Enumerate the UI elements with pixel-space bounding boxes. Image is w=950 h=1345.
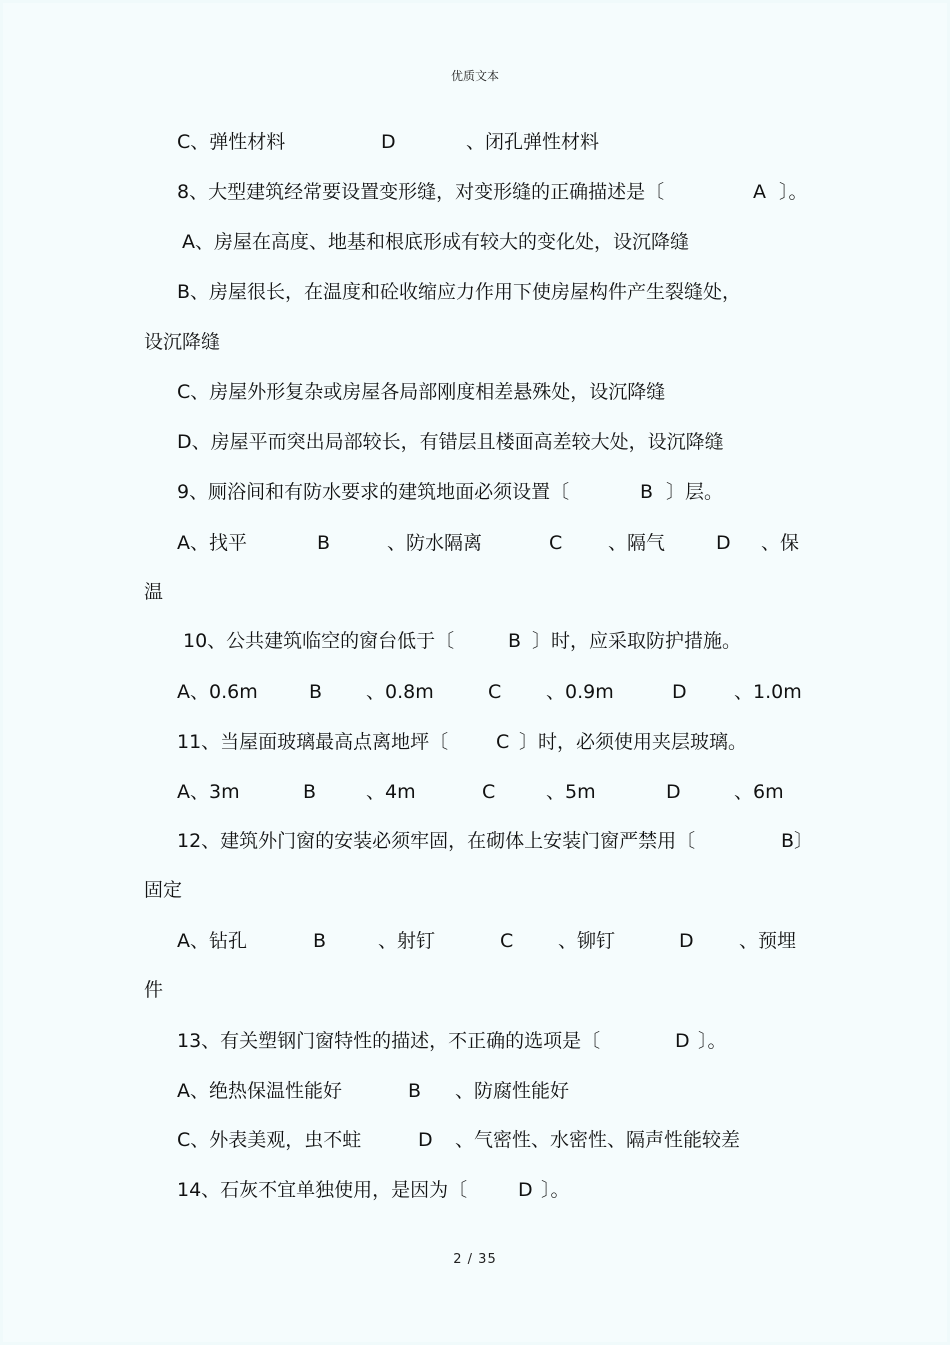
option-text: B、房屋很长，在温度和砼收缩应力作用下使房屋构件产生裂缝处， — [177, 281, 742, 303]
option-text: 、隔气 — [608, 532, 666, 554]
option-letter: D — [666, 781, 681, 803]
option-text: 、0.9m — [546, 681, 614, 703]
question-text: 〕。 — [541, 1179, 570, 1201]
question-text: 固定 — [144, 879, 183, 901]
option-text: 、气密性、水密性、隔声性能较差 — [455, 1129, 741, 1151]
answer-letter: D — [518, 1179, 533, 1201]
question-text: 10、公共建筑临空的窗台低于〔 — [183, 630, 455, 652]
option-text: A、3m — [177, 781, 240, 803]
option-text: 设沉降缝 — [144, 331, 221, 353]
option-text: 、防水隔离 — [387, 532, 483, 554]
option-text: D、房屋平而突出局部较长，有错层且楼面高差较大处，设沉降缝 — [177, 431, 724, 453]
answer-letter: B — [508, 630, 522, 652]
option-letter: C — [488, 681, 502, 703]
page-number: 2 / 35 — [453, 1252, 497, 1267]
option-letter: C — [549, 532, 563, 554]
question-text: 12、建筑外门窗的安装必须牢固，在砌体上安装门窗严禁用〔 — [177, 830, 696, 852]
option-text: 、0.8m — [366, 681, 434, 703]
option-text: 、射钉 — [378, 930, 436, 952]
option-text: 、5m — [546, 781, 596, 803]
option-text: C、房屋外形复杂或房屋各局部刚度相差悬殊处，设沉降缝 — [177, 381, 666, 403]
option-letter: C — [482, 781, 496, 803]
question-text: 〕。 — [779, 181, 808, 203]
option-text: C、外表美观，虫不蛀 — [177, 1129, 362, 1151]
option-text: A、找平 — [177, 532, 247, 554]
option-letter: D — [381, 131, 396, 153]
answer-letter: A — [753, 181, 766, 203]
option-text: C、弹性材料 — [177, 131, 286, 153]
option-letter: B — [317, 532, 331, 554]
question-text: 〕时，必须使用夹层玻璃。 — [519, 731, 748, 753]
page-header: 优质文本 — [450, 69, 499, 83]
option-text: 、1.0m — [734, 681, 802, 703]
option-letter: B — [303, 781, 317, 803]
option-text: 、闭孔弹性材料 — [466, 131, 600, 153]
question-text: 〕。 — [698, 1030, 727, 1052]
option-text: 、铆钉 — [558, 930, 616, 952]
answer-letter: B〕 — [781, 830, 814, 852]
option-text: A、钻孔 — [177, 930, 247, 952]
option-text: 件 — [144, 979, 164, 1001]
option-letter: D — [716, 532, 731, 554]
question-text: 8、大型建筑经常要设置变形缝，对变形缝的正确描述是〔 — [177, 181, 665, 203]
option-text: 、6m — [734, 781, 784, 803]
option-text: 、预埋 — [739, 930, 797, 952]
option-text: A、0.6m — [177, 681, 258, 703]
option-text: 、防腐性能好 — [455, 1080, 570, 1102]
answer-letter: D — [675, 1030, 690, 1052]
option-letter: B — [408, 1080, 422, 1102]
option-text: A、绝热保温性能好 — [177, 1080, 342, 1102]
option-text: A、房屋在高度、地基和根底形成有较大的变化处，设沉降缝 — [182, 231, 689, 253]
option-text: 、保 — [761, 532, 800, 554]
answer-letter: C — [496, 731, 510, 753]
option-text: 温 — [144, 581, 164, 603]
question-text: 9、厕浴间和有防水要求的建筑地面必须设置〔 — [177, 481, 570, 503]
option-letter: B — [309, 681, 323, 703]
question-text: 13、有关塑钢门窗特性的描述，不正确的选项是〔 — [177, 1030, 601, 1052]
option-letter: B — [313, 930, 327, 952]
option-letter: D — [679, 930, 694, 952]
question-text: 11、当屋面玻璃最高点离地坪〔 — [177, 731, 449, 753]
question-text: 14、石灰不宜单独使用，是因为〔 — [177, 1179, 468, 1201]
option-letter: C — [500, 930, 514, 952]
answer-letter: B — [640, 481, 654, 503]
option-letter: D — [418, 1129, 433, 1151]
option-text: 、4m — [366, 781, 416, 803]
question-text: 〕层。 — [666, 481, 724, 503]
option-letter: D — [672, 681, 687, 703]
question-text: 〕时，应采取防护措施。 — [532, 630, 742, 652]
